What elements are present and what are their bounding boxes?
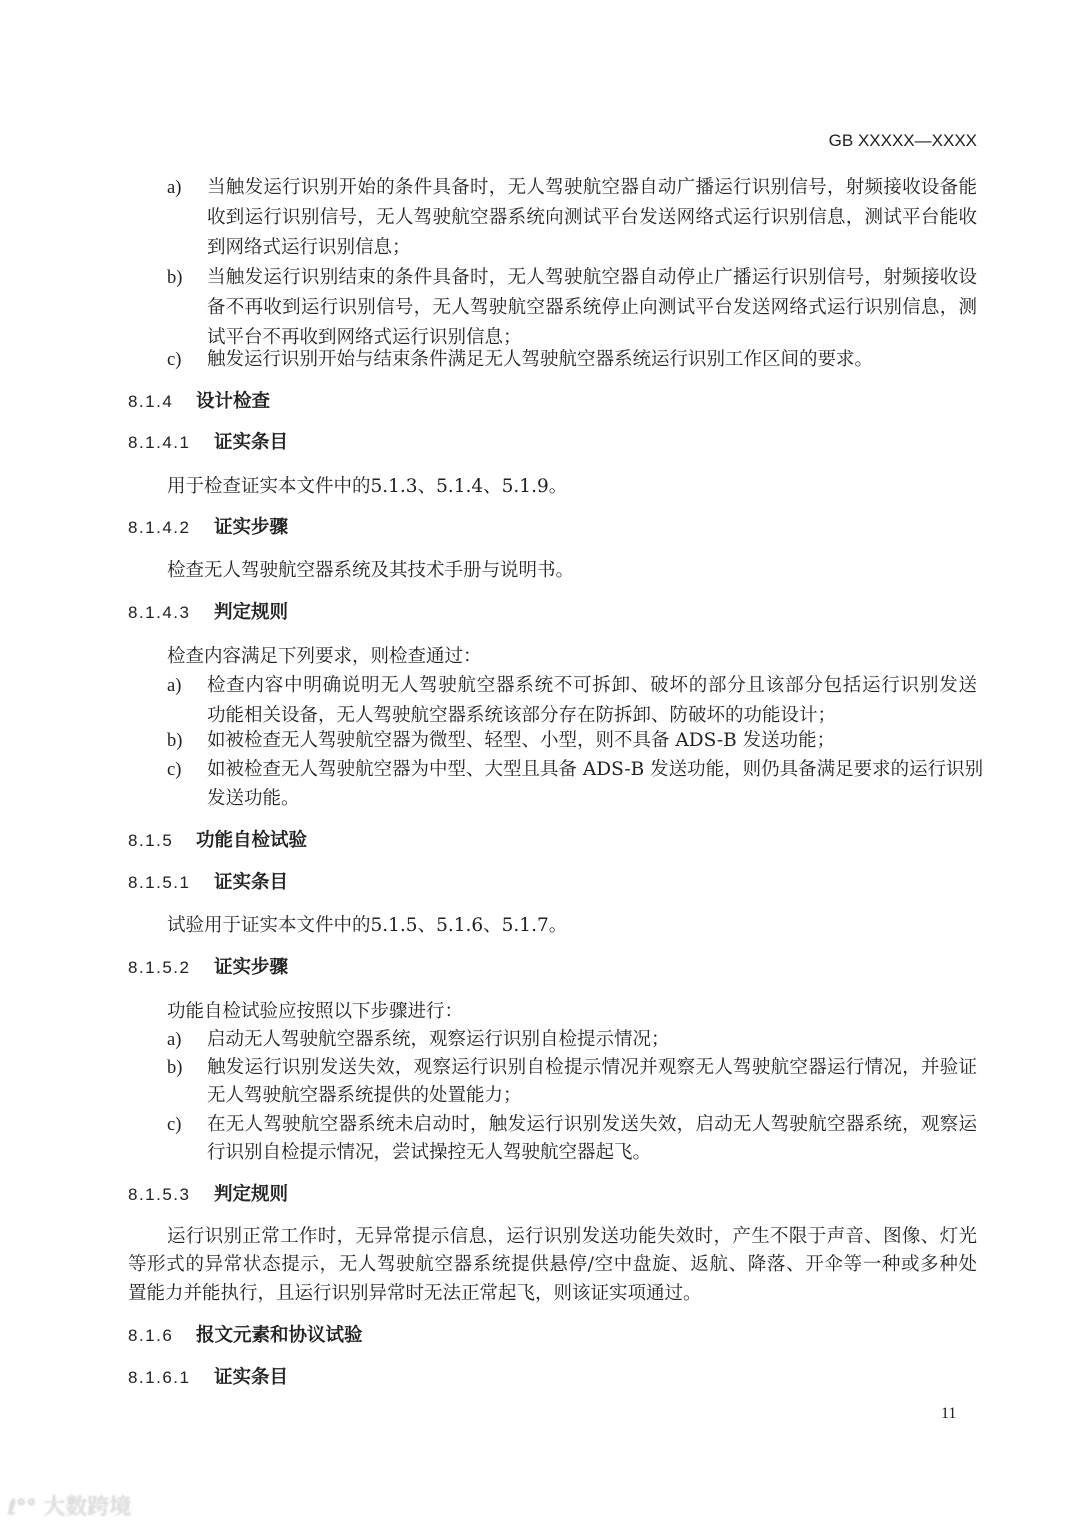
section-number: 8.1.6 [128, 1326, 174, 1345]
paragraph-line: 置能力并能执行，且运行识别异常时无法正常起飞，则该证实项通过。 [128, 1283, 702, 1304]
list-label: c) [167, 760, 182, 780]
section-number: 8.1.6.1 [128, 1368, 191, 1387]
watermark-logo [8, 1490, 131, 1521]
section-number: 8.1.4 [128, 392, 174, 411]
watermark-icon: ℓ°° [8, 1495, 37, 1519]
list-item-line: 在无人驾驶航空器系统未启动时，触发运行识别发送失效，启动无人驾驶航空器系统，观察运 [207, 1114, 977, 1135]
list-label: b) [167, 268, 183, 288]
list-item-line: 行识别自检提示情况，尝试操控无人驾驶航空器起飞。 [207, 1142, 652, 1163]
list-item-line: 发送功能。 [207, 788, 300, 809]
list-label: c) [167, 350, 182, 370]
list-label: a) [167, 1030, 182, 1050]
section-body: 检查内容满足下列要求，则检查通过： [167, 646, 482, 667]
list-label: b) [167, 1058, 183, 1078]
list-item-line: 收到运行识别信号，无人驾驶航空器系统向测试平台发送网络式运行识别信息，测试平台能收 [207, 207, 977, 228]
list-item-line: 到网络式运行识别信息； [207, 237, 411, 258]
list-item-line: 试平台不再收到网络式运行识别信息； [207, 327, 522, 348]
paragraph-line: 等形式的异常状态提示，无人驾驶航空器系统提供悬停/空中盘旋、返航、降落、开伞等一种或多种处 [128, 1254, 977, 1275]
list-item-line: 触发运行识别发送失效，观察运行识别自检提示情况并观察无人驾驶航空器运行情况，并验证 [207, 1057, 977, 1078]
section-title: 证实步骤 [214, 517, 289, 538]
section-title: 判定规则 [214, 602, 289, 623]
list-item-line: 无人驾驶航空器系统提供的处置能力； [207, 1085, 522, 1106]
section-title: 证实条目 [214, 432, 289, 453]
section-body: 用于检查证实本文件中的5.1.3、5.1.4、5.1.9。 [167, 476, 568, 497]
list-label: a) [167, 676, 182, 696]
section-body: 试验用于证实本文件中的5.1.5、5.1.6、5.1.7。 [167, 915, 568, 936]
list-item-line: 检查内容中明确说明无人驾驶航空器系统不可拆卸、破坏的部分且该部分包括运行识别发送 [207, 675, 977, 696]
section-title: 设计检查 [196, 391, 271, 412]
section-number: 8.1.4.2 [128, 518, 191, 537]
list-label: b) [167, 731, 183, 751]
section-number: 8.1.5.2 [128, 958, 191, 977]
section-title: 功能自检试验 [196, 830, 308, 851]
section-title: 证实步骤 [214, 957, 289, 978]
section-number: 8.1.4.1 [128, 433, 191, 452]
list-item-line: 如被检查无人驾驶航空器为微型、轻型、小型，则不具备 ADS-B 发送功能； [207, 730, 836, 751]
list-item-line: 启动无人驾驶航空器系统，观察运行识别自检提示情况； [207, 1029, 670, 1050]
section-number: 8.1.5.1 [128, 873, 191, 892]
section-title: 报文元素和协议试验 [196, 1325, 363, 1346]
list-label: a) [167, 178, 182, 198]
section-body: 检查无人驾驶航空器系统及其技术手册与说明书。 [167, 560, 575, 581]
list-item-line: 触发运行识别开始与结束条件满足无人驾驶航空器系统运行识别工作区间的要求。 [207, 349, 874, 370]
section-title: 证实条目 [214, 872, 289, 893]
paragraph-line: 运行识别正常工作时，无异常提示信息，运行识别发送功能失效时，产生不限于声音、图像、灯光 [167, 1226, 977, 1247]
list-item-line: 如被检查无人驾驶航空器为中型、大型且具备 ADS-B 发送功能，则仍具备满足要求的运行识别 [207, 759, 984, 780]
page-number: 11 [941, 1405, 957, 1422]
list-item-line: 备不再收到运行识别信号，无人驾驶航空器系统停止向测试平台发送网络式运行识别信息，测 [207, 297, 977, 318]
watermark-text: 大数跨境 [43, 1495, 132, 1520]
section-body: 功能自检试验应按照以下步骤进行： [167, 1001, 464, 1022]
section-number: 8.1.4.3 [128, 603, 191, 622]
section-title: 判定规则 [214, 1184, 289, 1205]
section-number: 8.1.5 [128, 831, 174, 850]
list-item-line: 当触发运行识别结束的条件具备时，无人驾驶航空器自动停止广播运行识别信号，射频接收设 [207, 267, 977, 288]
document-code-header: GB XXXXX—XXXX [828, 131, 977, 150]
section-number: 8.1.5.3 [128, 1185, 191, 1204]
list-item-line: 当触发运行识别开始的条件具备时，无人驾驶航空器自动广播运行识别信号，射频接收设备能 [207, 177, 977, 198]
section-title: 证实条目 [214, 1367, 289, 1388]
list-item-line: 功能相关设备，无人驾驶航空器系统该部分存在防拆卸、防破坏的功能设计； [207, 705, 837, 726]
list-label: c) [167, 1115, 182, 1135]
